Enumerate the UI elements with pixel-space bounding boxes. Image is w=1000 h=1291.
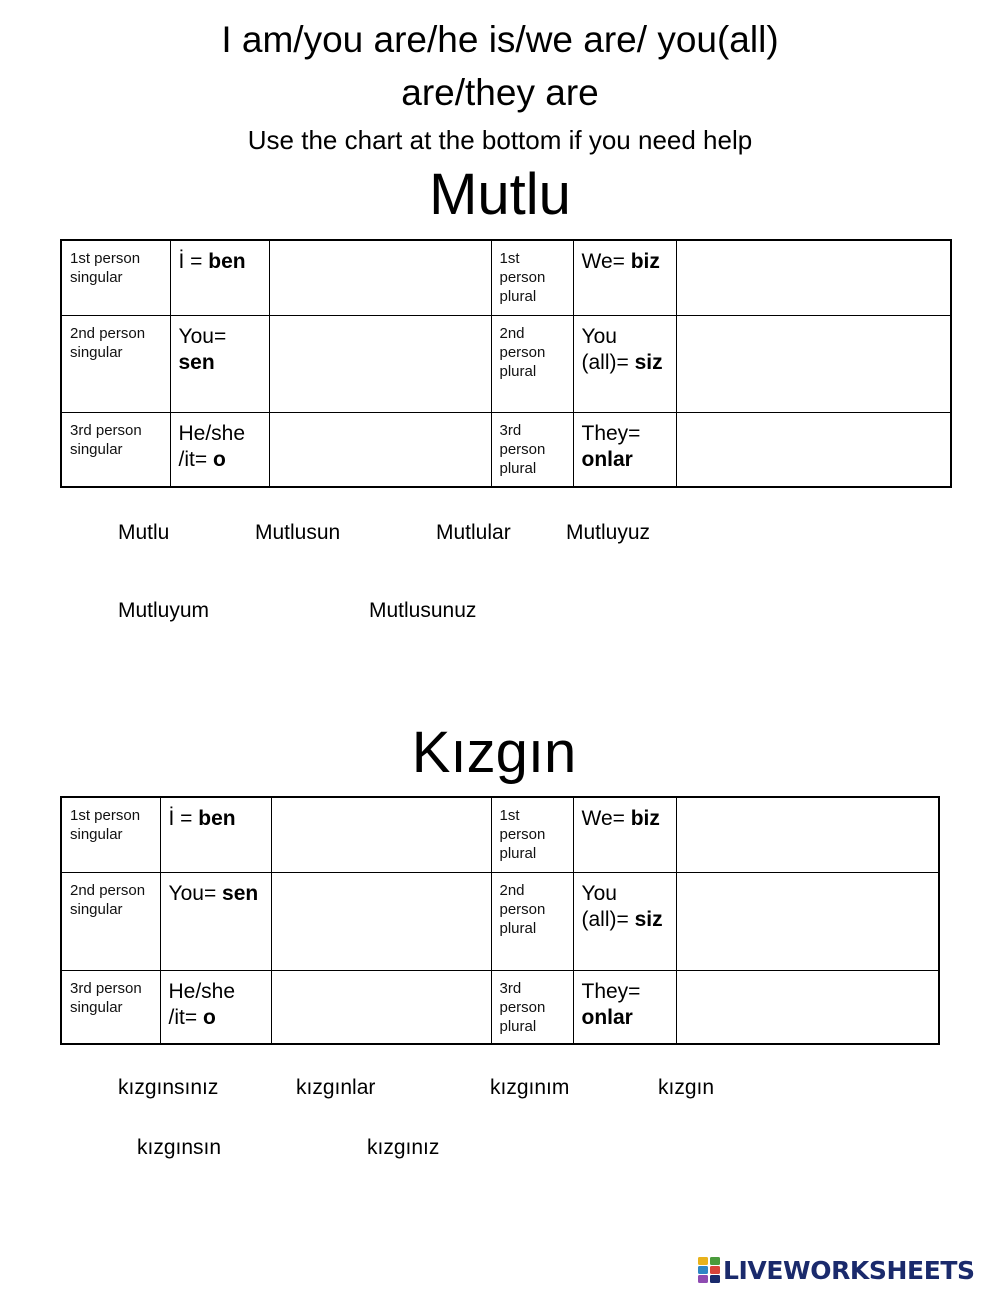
liveworksheets-logo-icon — [698, 1257, 720, 1283]
person-label-cell: 1st person plural — [491, 797, 573, 872]
person-label-cell: 2nd person plural — [491, 315, 573, 412]
table-row — [61, 240, 951, 315]
pronoun-cell: He/she /it= o — [170, 412, 269, 487]
person-label-cell: 1st person singular — [61, 240, 170, 315]
answer-cell-2nd-singular[interactable] — [269, 315, 491, 412]
answer-cell-1st-plural[interactable] — [676, 797, 939, 872]
section-title-kizgin: Kızgın — [411, 720, 577, 785]
page-title-line-1: I am/you are/he is/we are/ you(all) — [221, 19, 779, 60]
page-title-line-2: are/they are — [401, 72, 599, 113]
answer-cell-3rd-plural[interactable] — [676, 970, 939, 1044]
answer-cell-1st-singular[interactable] — [269, 240, 491, 315]
word-bank-item[interactable]: Mutlu — [118, 521, 170, 544]
word-bank-item[interactable]: kızgınız — [367, 1136, 440, 1159]
person-label-cell: 2nd person singular — [61, 872, 160, 970]
word-bank-item[interactable]: kızgınsın — [137, 1136, 222, 1159]
answer-cell-2nd-singular[interactable] — [271, 872, 491, 970]
person-label-cell: 2nd person plural — [491, 872, 573, 970]
pronoun-cell: You= sen — [170, 315, 269, 412]
person-label-cell: 3rd person plural — [491, 970, 573, 1044]
pronoun-cell: You (all)= siz — [573, 315, 676, 412]
answer-cell-1st-singular[interactable] — [271, 797, 491, 872]
word-bank-item[interactable]: Mutlular — [436, 521, 511, 544]
table-row — [61, 872, 939, 970]
pronoun-cell: You= sen — [160, 872, 271, 970]
word-bank-item[interactable]: kızgınsınız — [118, 1076, 219, 1099]
table-row — [61, 412, 951, 487]
section-title-mutlu: Mutlu — [429, 162, 571, 227]
pronoun-cell: İ = ben — [160, 797, 271, 872]
pronoun-cell: İ = ben — [170, 240, 269, 315]
word-bank-item[interactable]: kızgınlar — [296, 1076, 376, 1099]
pronoun-cell: We= biz — [573, 797, 676, 872]
person-label-cell: 1st person plural — [491, 240, 573, 315]
page-subtitle: Use the chart at the bottom if you need help — [247, 125, 753, 155]
pronoun-cell: They= onlar — [573, 970, 676, 1044]
answer-cell-2nd-plural[interactable] — [676, 872, 939, 970]
person-label-cell: 3rd person plural — [491, 412, 573, 487]
liveworksheets-logo[interactable] — [698, 1255, 975, 1285]
word-bank-item[interactable]: Mutlusun — [255, 521, 341, 544]
conjugation-table-kizgin — [60, 796, 940, 1045]
pronoun-cell: You (all)= siz — [573, 872, 676, 970]
word-bank-item[interactable]: Mutluyum — [118, 599, 210, 622]
person-label-cell: 1st person singular — [61, 797, 160, 872]
table-row — [61, 970, 939, 1044]
answer-cell-1st-plural[interactable] — [676, 240, 951, 315]
logo-text: LIVEWORKSHEETS — [723, 1255, 975, 1285]
word-bank-item[interactable]: Mutluyuz — [566, 521, 651, 544]
pronoun-cell: He/she /it= o — [160, 970, 271, 1044]
word-bank-item[interactable]: kızgın — [658, 1076, 715, 1099]
person-label-cell: 3rd person singular — [61, 970, 160, 1044]
word-bank-item[interactable]: kızgınım — [490, 1076, 570, 1099]
person-label-cell: 2nd person singular — [61, 315, 170, 412]
answer-cell-3rd-singular[interactable] — [271, 970, 491, 1044]
table-row — [61, 315, 951, 412]
answer-cell-3rd-singular[interactable] — [269, 412, 491, 487]
answer-cell-3rd-plural[interactable] — [676, 412, 951, 487]
conjugation-table-mutlu — [60, 239, 952, 488]
pronoun-cell: We= biz — [573, 240, 676, 315]
person-label-cell: 3rd person singular — [61, 412, 170, 487]
word-bank-item[interactable]: Mutlusunuz — [369, 599, 477, 622]
table-row — [61, 797, 939, 872]
answer-cell-2nd-plural[interactable] — [676, 315, 951, 412]
pronoun-cell: They= onlar — [573, 412, 676, 487]
